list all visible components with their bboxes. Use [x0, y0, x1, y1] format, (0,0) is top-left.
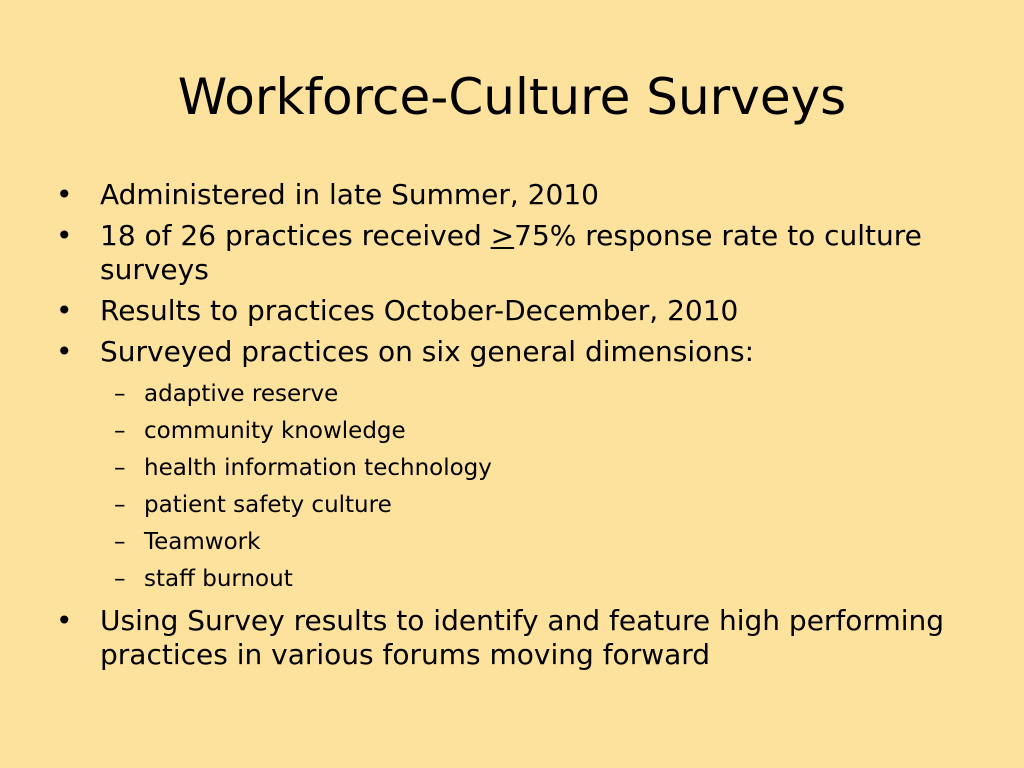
bullet-text-pre: 18 of 26 practices received: [100, 219, 491, 252]
dash-icon: –: [114, 492, 126, 518]
bullet-item-using-results: [56, 604, 976, 672]
bullet-dot-icon: •: [56, 294, 73, 327]
bullet-list: [56, 178, 976, 679]
dimension-text: staff burnout: [144, 566, 293, 592]
dimension-text: community knowledge: [144, 418, 406, 444]
bullet-text: Using Survey results to identify and feature high performing practices in various forums moving forward: [100, 604, 945, 671]
bullet-item-dimensions: [56, 335, 976, 369]
dimension-item: [56, 524, 976, 561]
dimension-text: adaptive reserve: [144, 381, 339, 407]
bullet-text: Results to practices October-December, 2010: [100, 294, 739, 327]
bullet-text-post: 75% response rate to culture surveys: [100, 219, 922, 286]
dash-icon: –: [114, 566, 126, 592]
bullet-item-administered: [56, 178, 976, 212]
dimension-text: patient safety culture: [144, 492, 392, 518]
slide-title: Workforce-Culture Surveys: [177, 68, 847, 126]
dash-icon: –: [114, 455, 126, 481]
dimension-text: Teamwork: [144, 529, 261, 555]
bullet-item-results: [56, 294, 976, 328]
bullet-dot-icon: •: [56, 178, 73, 211]
bullet-dot-icon: •: [56, 335, 73, 368]
dimension-list: [56, 376, 976, 598]
dimension-item: [56, 413, 976, 450]
bullet-text: Administered in late Summer, 2010: [100, 178, 599, 211]
bullet-item-response-rate: [56, 219, 976, 287]
dash-icon: –: [114, 418, 126, 444]
greater-equal-symbol: >: [490, 219, 515, 252]
dimension-text: health information technology: [144, 455, 492, 481]
bullet-text: Surveyed practices on six general dimensions:: [100, 335, 755, 368]
dimension-item: [56, 487, 976, 524]
dash-icon: –: [114, 529, 126, 555]
dimension-item: [56, 376, 976, 413]
bullet-dot-icon: •: [56, 604, 73, 637]
bullet-dot-icon: •: [56, 219, 73, 252]
dimension-item: [56, 561, 976, 598]
dimension-item: [56, 450, 976, 487]
dash-icon: –: [114, 381, 126, 407]
